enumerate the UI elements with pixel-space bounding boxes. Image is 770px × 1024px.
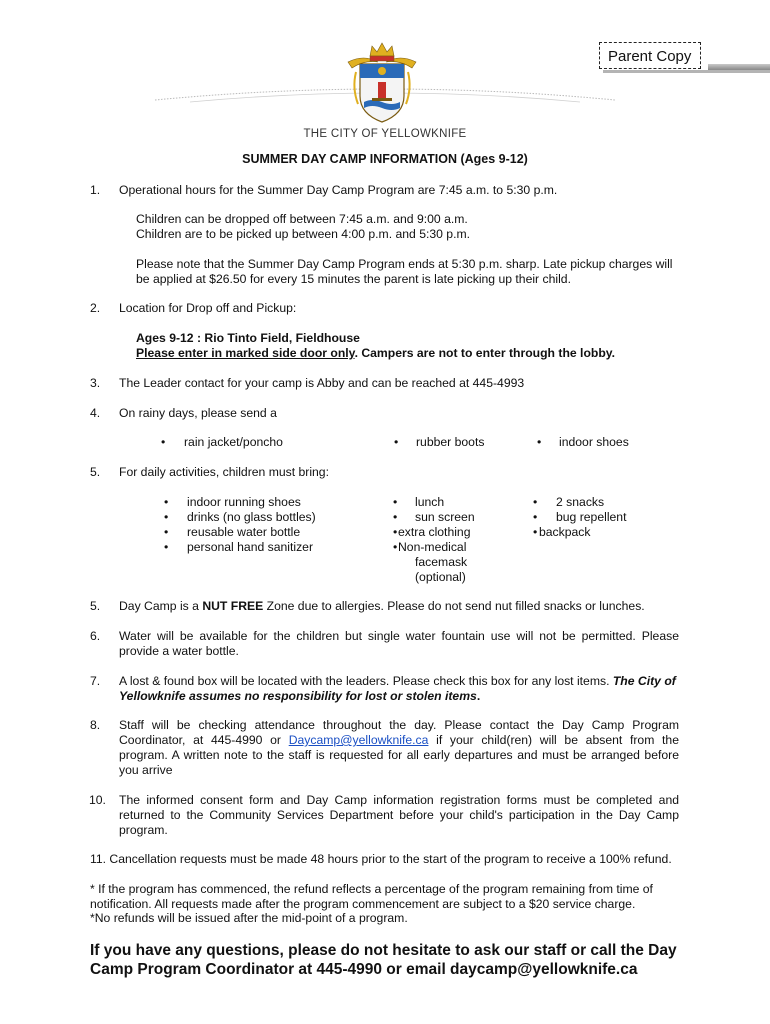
item-number: 3. [90,376,101,390]
consent-form-notice: The informed consent form and Day Camp information registration forms must be completed and returned to the Community Services Department before your child's participation in the Day Camp program. [119,793,679,837]
item-number: 10. [89,793,106,807]
list-item: drinks (no glass bottles) [187,510,316,524]
rainy-day-heading: On rainy days, please send a [119,406,277,420]
attendance-text: Staff will be checking attendance throughout the day. Please contact the Day Camp Program Coordinator, at 445-4990 or [119,718,679,747]
attendance-text-rest: if your child(ren) will be absent from the program. A written note to the staff is requested for all early departures and must be arranged before you arrive [119,733,679,777]
list-item: backpack [539,525,591,539]
header-rule [603,70,770,73]
item-number: 1. [90,183,101,197]
list-item: (optional) [415,570,466,584]
pickup-text: Children are to be picked up between 4:00 p.m. and 5:30 p.m. [136,227,471,241]
bullet: • [164,510,169,524]
page-title: SUMMER DAY CAMP INFORMATION (Ages 9-12) [242,152,528,166]
list-item: rubber boots [416,435,485,449]
bullet: • [393,540,398,554]
water-notice: Water will be available for the children but single water fountain use will not be permitted. Please provide a water bottle. [119,629,679,658]
item-number: 4. [90,406,101,420]
item-number: 5. [90,599,101,613]
bullet: • [393,495,398,509]
lobby-note: . Campers are not to enter through the lobby. [354,346,616,360]
side-door-note: Please enter in marked side door only [136,346,355,360]
bullet: • [164,540,169,554]
dropoff-text: Children can be dropped off between 7:45 a.m. and 9:00 a.m. [136,212,468,226]
bring-list-heading: For daily activities, children must bring: [119,465,329,479]
lost-found-text: A lost & found box will be located with the leaders. Please check this box for any lost items. [119,674,613,688]
city-name: THE CITY OF YELLOWKNIFE [303,128,467,140]
list-item: reusable water bottle [187,525,301,539]
nut-free-rest: Zone due to allergies. Please do not send nut filled snacks or lunches. [263,599,645,613]
list-item: rain jacket/poncho [184,435,283,449]
list-item: extra clothing [398,525,471,539]
cancellation-policy: 11. Cancellation requests must be made 48 hours prior to the start of the program to receive a 100% refund. [90,852,672,866]
hours-text: Operational hours for the Summer Day Camp Program are 7:45 a.m. to 5:30 p.m. [119,183,558,197]
liability-disclaimer: The City of Yellowknife assumes no responsibility for lost or stolen items [119,674,676,703]
location-heading: Location for Drop off and Pickup: [119,301,297,315]
closing-contact-message: If you have any questions, please do not hesitate to ask our staff or call the Day Camp Program Coordinator at 445-4990 or email daycamp@yellowknife.ca [90,942,677,978]
item-number: 5. [90,465,101,479]
list-item: Non-medical [398,540,467,554]
period: . [476,689,481,703]
item-number: 2. [90,301,101,315]
bullet: • [164,495,169,509]
nut-free-emphasis: NUT FREE [202,599,264,613]
bullet: • [161,435,166,449]
bullet: • [393,510,398,524]
attendance-notice [119,718,679,778]
bullet: • [533,525,538,539]
bullet: • [537,435,542,449]
nut-free-lead: Day Camp is a [119,599,203,613]
bullet: • [394,435,399,449]
late-pickup-note: Please note that the Summer Day Camp Program ends at 5:30 p.m. sharp. Late pickup charges will be applied at $26.50 for every 15 minutes the parent is late picking up their child. [136,257,673,286]
list-item: 2 snacks [556,495,605,509]
item-number: 6. [90,629,101,643]
bullet: • [164,525,169,539]
nut-free-notice [119,599,679,614]
city-crest-logo [342,38,422,126]
list-item: facemask [415,555,468,569]
list-item: sun screen [415,510,475,524]
lost-found-notice [119,674,679,704]
list-item: indoor shoes [559,435,629,449]
bullet: • [533,510,538,524]
list-item: indoor running shoes [187,495,301,509]
bullet: • [533,495,538,509]
item-number: 8. [90,718,101,732]
list-item: bug repellent [556,510,627,524]
entrance-instructions [136,346,696,361]
no-refund-note: *No refunds will be issued after the mid-point of a program. [90,911,408,925]
list-item: lunch [415,495,445,509]
leader-contact: The Leader contact for your camp is Abby and can be reached at 445-4993 [119,376,525,390]
parent-copy-label: Parent Copy [599,42,701,69]
bullet: • [393,525,398,539]
location-name: Ages 9-12 : Rio Tinto Field, Fieldhouse [136,331,360,345]
list-item: personal hand sanitizer [187,540,314,554]
item-number: 7. [90,674,101,688]
refund-policy: * If the program has commenced, the refund reflects a percentage of the program remaining from time of notification. All requests made after the program commencement are subject to a $20 service charge. [90,882,653,911]
daycamp-email-link[interactable]: Daycamp@yellowknife.ca [288,733,429,747]
